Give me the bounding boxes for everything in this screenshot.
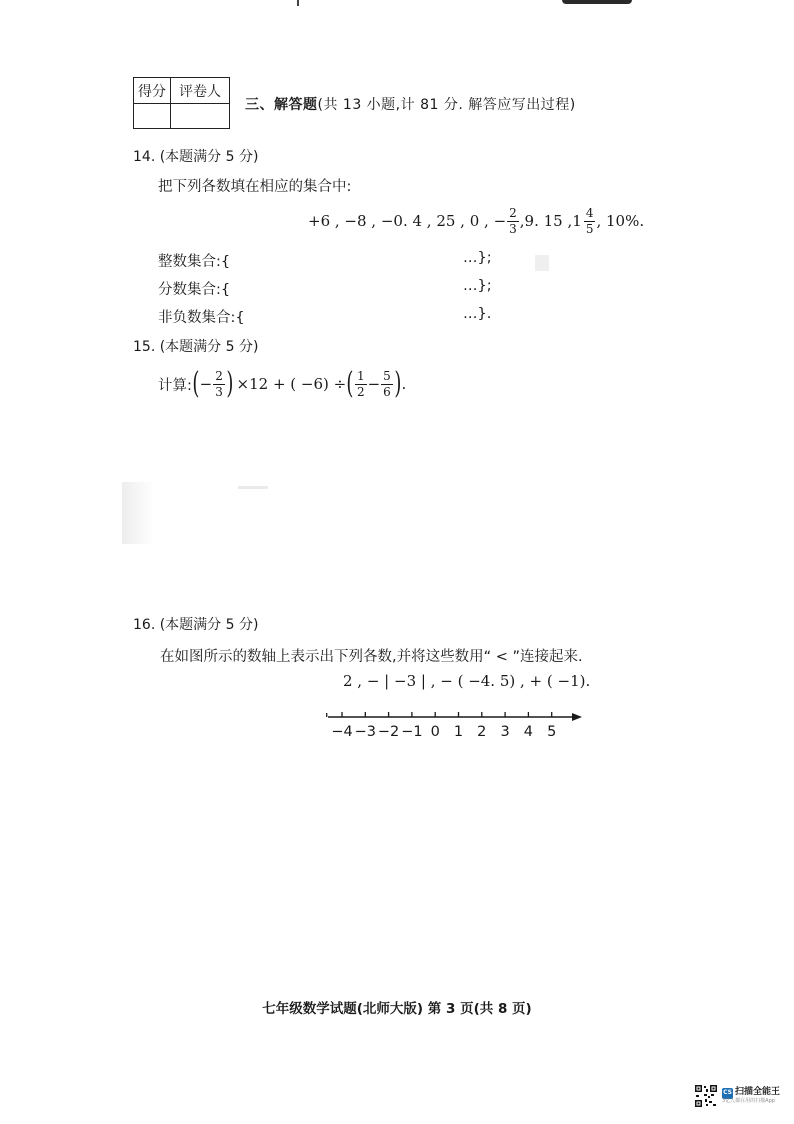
q14-fraction-1 [507,207,519,235]
scan-smudge [122,482,152,544]
scanner-tagline: 3亿人都在用的扫描App [722,1097,775,1104]
q16-numbers: 2 , − | −3 | , − ( −4. 5) , + ( −1). [343,672,591,690]
right-paren: ) [394,366,402,401]
q15-end: . [401,375,407,393]
frac-denominator: 3 [215,384,223,399]
q15-fraction-1 [213,370,225,398]
frac-denominator: 2 [356,384,365,399]
q14-fraction-2 [584,207,596,235]
q16-instruction: 在如图所示的数轴上表示出下列各数,并将这些数用“ < ”连接起来. [160,649,583,665]
number-line [320,705,590,745]
frac-denominator: 3 [509,221,517,236]
number-line-label: −3 [354,724,376,740]
q14-number-list [308,200,644,242]
scan-smudge [535,255,549,271]
score-table [133,77,230,129]
set-fraction-label: 分数集合:{ [158,282,231,298]
qr-code-icon [694,1084,718,1108]
number-line-label: −2 [377,724,400,740]
frac-numerator: 5 [383,368,391,383]
left-paren: ( [346,366,354,401]
q14-numbers-mid: ,9. 15 , [519,212,573,230]
page-footer: 七年级数学试题(北师大版) 第 3 页(共 8 页) [262,1001,532,1017]
scan-artifact [562,0,632,4]
score-cell[interactable] [134,104,171,129]
set-integer-end: …}; [463,250,492,266]
q15-head: 15. (本题满分 5 分) [133,339,259,355]
frac-numerator: 4 [585,205,594,220]
scanner-logo-icon: CS [722,1088,733,1099]
number-line-label: 1 [453,724,464,740]
frac-denominator: 6 [383,384,391,399]
frac-numerator: 2 [509,205,517,220]
scanner-name: 扫描全能王 [735,1087,781,1098]
q16-head: 16. (本题满分 5 分) [133,617,259,633]
set-nonnegative-label: 非负数集合:{ [158,310,245,326]
number-line-label: −4 [331,724,353,740]
set-fraction-end: …}; [463,278,492,294]
left-paren: ( [192,366,200,401]
scanner-watermark [694,1080,784,1112]
q14-head: 14. (本题满分 5 分) [133,149,259,165]
q15-fraction-2 [355,370,367,398]
grader-cell[interactable] [171,104,230,129]
set-nonnegative-end: …}. [463,306,492,322]
number-line-label: 0 [430,724,440,740]
frac-denominator: 5 [585,221,594,236]
frac-numerator: 2 [215,368,223,383]
section-title [245,94,576,114]
grader-header: 评卷人 [171,78,230,104]
number-line-label: 2 [477,724,487,740]
scan-smudge [238,486,268,489]
q14-numbers-after: , 10%. [596,212,645,230]
q14-instruction: 把下列各数填在相应的集合中: [158,179,352,195]
scan-artifact [297,0,299,6]
number-line-label: −1 [401,724,423,740]
arrow-head-icon [572,713,582,721]
q15-expression [158,362,406,406]
q14-numbers-before: +6 , −8 , −0. 4 , 25 , 0 , − [308,212,507,230]
number-line-label: 5 [547,724,557,740]
scanner-brand [722,1088,780,1105]
number-line-label: 4 [523,724,534,740]
q15-prefix: 计算: [158,377,192,394]
number-line-label: 3 [500,724,510,740]
q15-neg: − [199,375,213,393]
section-title-desc: (共 13 小题,计 81 分. 解答应写出过程) [317,97,576,113]
set-integer-label: 整数集合:{ [158,254,231,270]
q15-minus: − [367,375,381,393]
right-paren: ) [226,366,234,401]
frac-numerator: 1 [356,368,365,383]
section-title-main: 三、解答题 [245,97,318,113]
q15-fraction-3 [381,370,393,398]
score-header: 得分 [134,78,171,104]
q15-mid: ×12 + ( −6) ÷ [236,375,347,393]
q14-mixed-int: 1 [572,212,582,230]
